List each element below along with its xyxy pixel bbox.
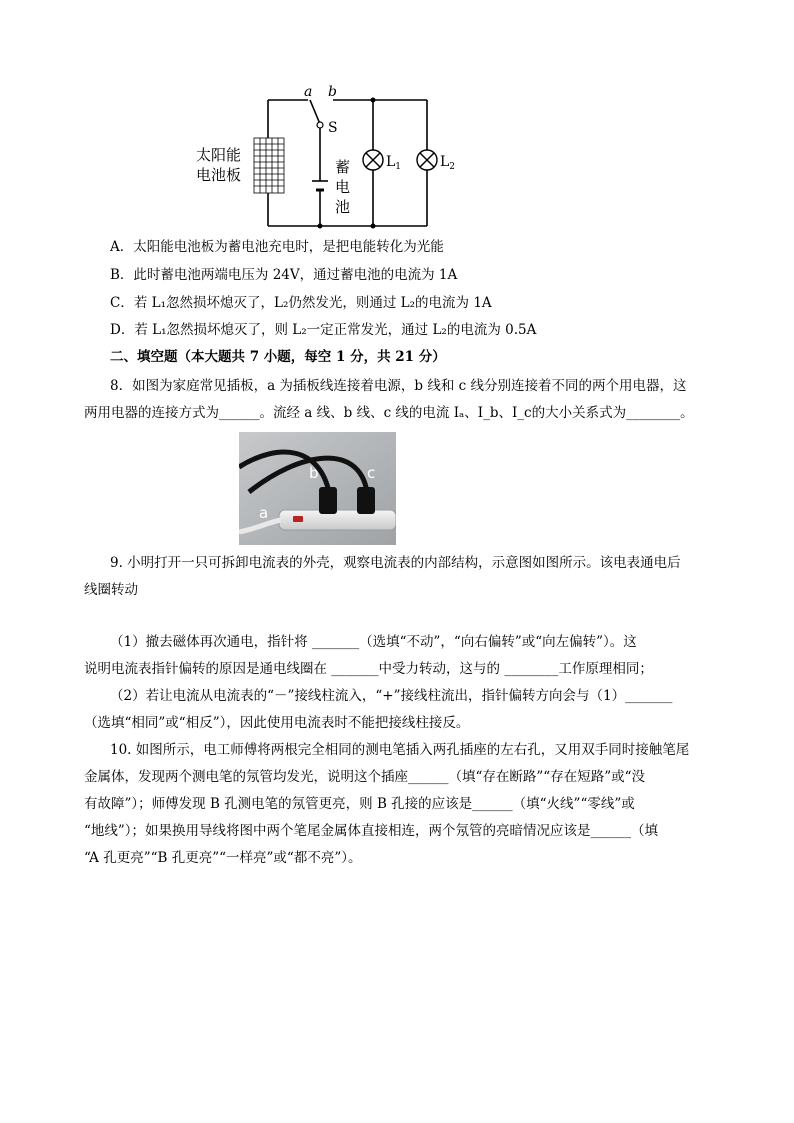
q9-line-2: 线圈转动 (84, 582, 138, 598)
lamp-l2-icon (417, 150, 437, 170)
q10-line-2: 金属体，发现两个测电笔的氖管均发光，说明这个插座______（填“存在断路”“存在短路”或“没 (84, 769, 646, 785)
q10-line-3: 有故障”）；师傅发现 B 孔测电笔的氖管更亮，则 B 孔接的应该是______（填“火线”“零线”或 (84, 796, 635, 812)
photo-label-c: c (367, 464, 376, 482)
q10-line-1: 10. 如图所示，电工师傅将两根完全相同的测电笔插入两孔插座的左右孔，又用双手同时接触笔尾 (110, 742, 690, 758)
q7-option-b: B．此时蓄电池两端电压为 24V，通过蓄电池的电流为 1A (110, 267, 458, 283)
q9-part1-line-2: 说明电流表指针偏转的原因是通电线圈在 _______中受力转动，这与的 ________工作原理相同； (84, 661, 653, 677)
svg-text:L1 (386, 154, 401, 172)
q9-part1-line-1: （1）撤去磁体再次通电，指针将 _______（选填“不动”，“向右偏转”或“向左偏转”）。这 (110, 634, 637, 650)
q10-line-4: “地线”）；如果换用导线将图中两个笔尾金属体直接相连，两个氖管的亮暗情况应该是______（填 (84, 823, 659, 839)
panel-label-1: 太阳能 (196, 146, 242, 164)
photo-label-b: b (309, 464, 319, 482)
q8-line-2: 两用电器的连接方式为______。流经 a 线、b 线、c 线的电流 Iₐ、I_b、I_c的大小关系式为________。 (84, 405, 694, 421)
circuit-diagram (190, 78, 470, 233)
panel-label-2: 电池板 (196, 166, 242, 184)
photo-label-a: a (259, 504, 269, 522)
lamp2-label: L (440, 154, 450, 170)
q7-option-a: A．太阳能电池板为蓄电池充电时，是把电能转化为光能 (110, 239, 444, 255)
section-heading: 二、填空题（本大题共 7 小题，每空 1 分，共 21 分） (110, 349, 446, 365)
q9-line-1: 9. 小明打开一只可拆卸电流表的外壳，观察电流表的内部结构，示意图如图所示。该电表通电后 (110, 555, 681, 571)
battery-label-3: 池 (335, 198, 351, 216)
q9-part2-line-2: （选填“相同”或“相反”），因此使用电流表时不能把接线柱接反。 (84, 715, 470, 731)
lamp-l1-icon (363, 150, 383, 170)
q7-option-c: C．若 L₁忽然损坏熄灭了，L₂仍然发光，则通过 L₂的电流为 1A (110, 295, 492, 311)
q7-option-d: D．若 L₁忽然损坏熄灭了，则 L₂一定正常发光，通过 L₂的电流为 0.5A (110, 322, 537, 338)
q8-line-1: 8．如图为家庭常见插板，a 为插板线连接着电源，b 线和 c 线分别连接着不同的两个用电器，这 (110, 378, 687, 394)
svg-text:L2 (440, 154, 455, 172)
switch-label-a: a (304, 84, 313, 100)
lamp1-label: L (386, 154, 396, 170)
q9-part2-line-1: （2）若让电流从电流表的“－”接线柱流入，“+”接线柱流出，指针偏转方向会与（1）_______ (110, 688, 673, 704)
lamp2-sub: 2 (449, 162, 456, 172)
battery-label-1: 蓄 (335, 158, 351, 176)
solar-panel-icon (254, 138, 284, 193)
switch-label-s: S (328, 120, 338, 136)
lamp1-sub: 1 (395, 162, 402, 172)
power-strip-photo (239, 432, 396, 545)
q10-line-5: “A 孔更亮”“B 孔更亮”“一样亮”或“都不亮”）。 (84, 850, 362, 866)
battery-label-2: 电 (335, 178, 351, 196)
switch-label-b: b (328, 84, 337, 100)
